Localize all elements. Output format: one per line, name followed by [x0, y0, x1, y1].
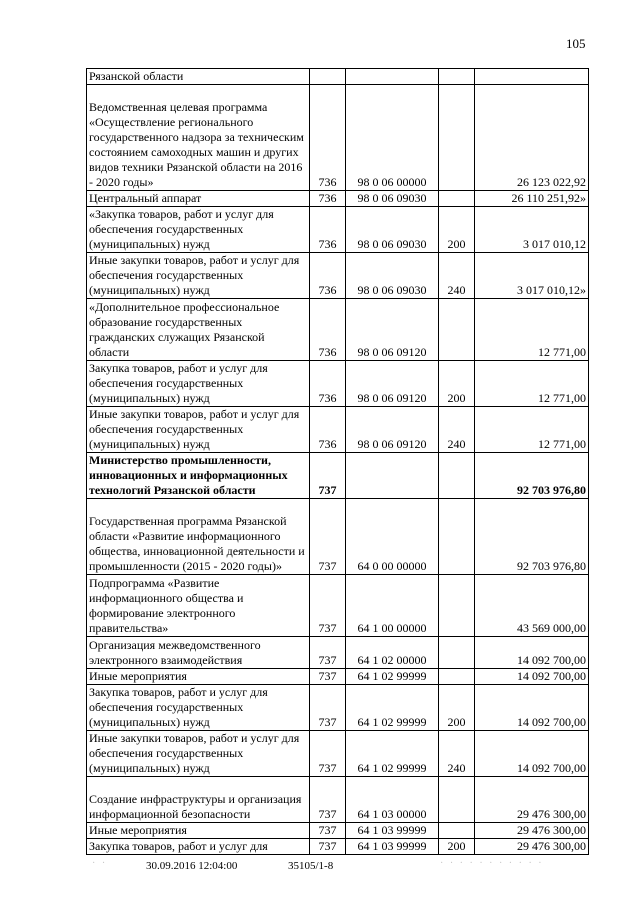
row-amount: 12 771,00 — [475, 299, 589, 361]
row-target-article: 98 0 06 00000 — [346, 85, 439, 191]
footer-date: 30.09.2016 12:04:00 — [146, 860, 238, 872]
table-row — [87, 69, 589, 85]
table-row — [87, 85, 589, 191]
table-row — [87, 777, 589, 823]
row-amount: 26 110 251,92» — [475, 191, 589, 207]
row-target-article: 98 0 06 09030 — [346, 207, 439, 253]
table-row — [87, 839, 589, 855]
budget-table — [86, 68, 589, 855]
row-expense-type: 200 — [439, 207, 475, 253]
row-expense-type — [439, 823, 475, 839]
row-amount: 26 123 022,92 — [475, 85, 589, 191]
footer-doc-number: 35105/1-8 — [288, 860, 334, 872]
table-row — [87, 499, 589, 575]
row-code: 736 — [310, 85, 346, 191]
row-name: Закупка товаров, работ и услуг для обеспечения государственных (муниципальных) нужд — [87, 361, 310, 407]
row-code: 737 — [310, 685, 346, 731]
row-target-article: 64 1 03 99999 — [346, 839, 439, 855]
row-expense-type — [439, 69, 475, 85]
row-expense-type — [439, 299, 475, 361]
row-expense-type: 240 — [439, 253, 475, 299]
row-name: «Закупка товаров, работ и услуг для обеспечения государственных (муниципальных) нужд — [87, 207, 310, 253]
row-code: 736 — [310, 407, 346, 453]
row-target-article: 98 0 06 09120 — [346, 407, 439, 453]
row-code: 736 — [310, 299, 346, 361]
row-expense-type: 240 — [439, 407, 475, 453]
row-name: Закупка товаров, работ и услуг для — [87, 839, 310, 855]
table-row — [87, 253, 589, 299]
row-name: Центральный аппарат — [87, 191, 310, 207]
row-code: 737 — [310, 669, 346, 685]
row-target-article: 64 1 02 99999 — [346, 731, 439, 777]
row-expense-type: 240 — [439, 731, 475, 777]
row-amount: 14 092 700,00 — [475, 669, 589, 685]
row-code: 736 — [310, 361, 346, 407]
table-row — [87, 669, 589, 685]
row-target-article: 98 0 06 09120 — [346, 299, 439, 361]
row-code: 737 — [310, 777, 346, 823]
row-name: Организация межведомственного электронного взаимодействия — [87, 637, 310, 669]
table-row — [87, 685, 589, 731]
row-expense-type — [439, 669, 475, 685]
row-amount: 92 703 976,80 — [475, 499, 589, 575]
table-row — [87, 361, 589, 407]
row-amount: 29 476 300,00 — [475, 823, 589, 839]
row-code: 737 — [310, 823, 346, 839]
row-expense-type — [439, 777, 475, 823]
row-target-article: 64 1 00 00000 — [346, 575, 439, 637]
row-name: Подпрограмма «Развитие информационного общества и формирование электронного правительства» — [87, 575, 310, 637]
row-target-article: 98 0 06 09030 — [346, 191, 439, 207]
row-amount: 12 771,00 — [475, 361, 589, 407]
row-target-article — [346, 453, 439, 499]
table-row — [87, 299, 589, 361]
row-name: Иные закупки товаров, работ и услуг для обеспечения государственных (муниципальных) нужд — [87, 407, 310, 453]
row-amount: 3 017 010,12» — [475, 253, 589, 299]
row-name: Министерство промышленности, инновационных и информационных технологий Рязанской области — [87, 453, 310, 499]
row-name: Иные мероприятия — [87, 669, 310, 685]
row-name: «Дополнительное профессиональное образование государственных гражданских служащих Рязанской области — [87, 299, 310, 361]
table-row — [87, 575, 589, 637]
page-number: 105 — [566, 36, 586, 51]
row-expense-type — [439, 85, 475, 191]
row-expense-type — [439, 453, 475, 499]
row-target-article: 98 0 06 09120 — [346, 361, 439, 407]
row-target-article: 64 1 03 99999 — [346, 823, 439, 839]
row-expense-type — [439, 499, 475, 575]
row-amount: 14 092 700,00 — [475, 637, 589, 669]
row-code: 737 — [310, 575, 346, 637]
row-amount: 12 771,00 — [475, 407, 589, 453]
row-code: 737 — [310, 453, 346, 499]
row-expense-type: 200 — [439, 685, 475, 731]
table-row — [87, 731, 589, 777]
budget-table-body — [87, 69, 589, 855]
row-amount: 14 092 700,00 — [475, 685, 589, 731]
row-target-article: 64 0 00 00000 — [346, 499, 439, 575]
row-amount: 3 017 010,12 — [475, 207, 589, 253]
row-name: Закупка товаров, работ и услуг для обеспечения государственных (муниципальных) нужд — [87, 685, 310, 731]
row-code: 737 — [310, 731, 346, 777]
row-amount: 29 476 300,00 — [475, 777, 589, 823]
row-code: 736 — [310, 253, 346, 299]
row-expense-type — [439, 191, 475, 207]
row-code: 736 — [310, 207, 346, 253]
row-target-article: 98 0 06 09030 — [346, 253, 439, 299]
row-name: Ведомственная целевая программа «Осуществление регионального государственного надзора за техническим состоянием самоходных машин и других видов техники Рязанской области на 2016 - 2020 годы» — [87, 85, 310, 191]
scan-artifact-mark: · · — [92, 858, 108, 869]
row-code: 737 — [310, 637, 346, 669]
row-target-article: 64 1 02 99999 — [346, 685, 439, 731]
row-amount: 29 476 300,00 — [475, 839, 589, 855]
row-code: 736 — [310, 191, 346, 207]
row-name: Иные мероприятия — [87, 823, 310, 839]
table-row — [87, 191, 589, 207]
row-expense-type — [439, 637, 475, 669]
row-expense-type: 200 — [439, 839, 475, 855]
row-target-article: 64 1 02 99999 — [346, 669, 439, 685]
row-name: Создание инфраструктуры и организация информационной безопасности — [87, 777, 310, 823]
row-amount: 43 569 000,00 — [475, 575, 589, 637]
row-target-article: 64 1 03 00000 — [346, 777, 439, 823]
table-row — [87, 823, 589, 839]
row-code: 737 — [310, 839, 346, 855]
row-code: 737 — [310, 499, 346, 575]
row-target-article — [346, 69, 439, 85]
table-row — [87, 207, 589, 253]
row-name: Рязанской области — [87, 69, 310, 85]
row-code — [310, 69, 346, 85]
row-amount — [475, 69, 589, 85]
row-name: Иные закупки товаров, работ и услуг для обеспечения государственных (муниципальных) нужд — [87, 731, 310, 777]
row-amount: 14 092 700,00 — [475, 731, 589, 777]
row-name: Иные закупки товаров, работ и услуг для обеспечения государственных (муниципальных) нужд — [87, 253, 310, 299]
row-expense-type — [439, 575, 475, 637]
table-row — [87, 453, 589, 499]
table-row — [87, 407, 589, 453]
scan-artifact-mark: · · · · · · · · · · · — [440, 858, 544, 869]
row-expense-type: 200 — [439, 361, 475, 407]
row-amount: 92 703 976,80 — [475, 453, 589, 499]
row-name: Государственная программа Рязанской области «Развитие информационного общества, инновационной деятельности и промышленности (2015 - 2020 годы)» — [87, 499, 310, 575]
table-row — [87, 637, 589, 669]
row-target-article: 64 1 02 00000 — [346, 637, 439, 669]
